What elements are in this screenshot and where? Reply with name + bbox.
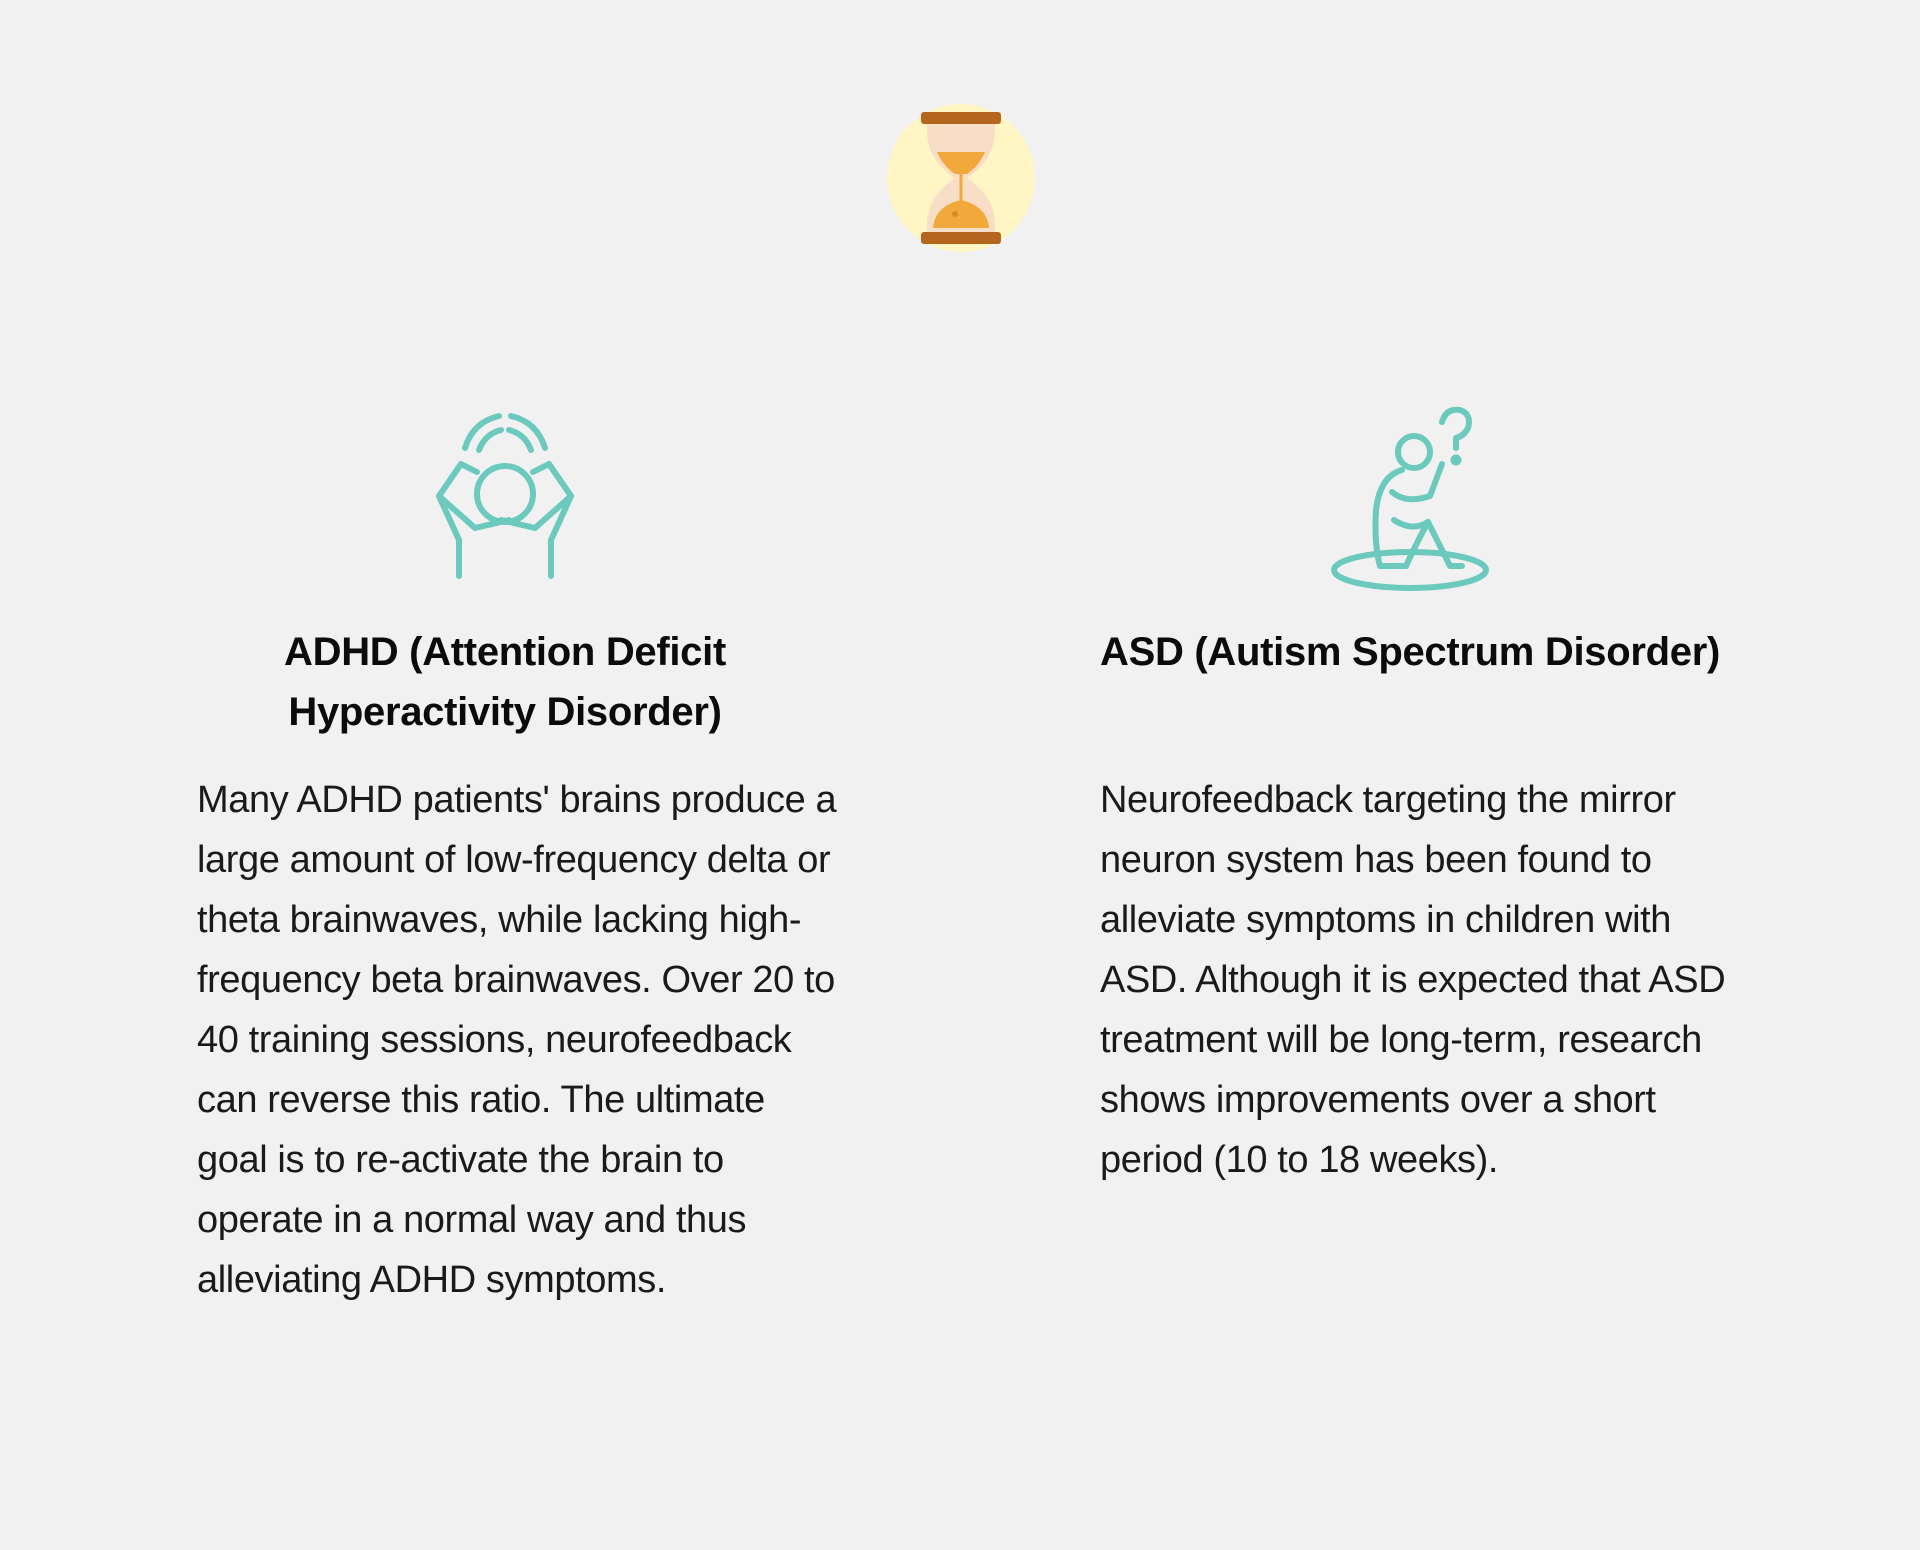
adhd-description: Many ADHD patients' brains produce a large amount of low-frequency delta or theta brainwaves, while lacking high-frequency beta brainwaves. Over 20 to 40 training sessions, neurofeedback can reverse this ratio. The ultimate goal is to re-activate the brain to operate in a normal way and thus alleviating ADHD symptoms. — [197, 779, 837, 1301]
asd-description: Neurofeedback targeting the mirror neuron system has been found to alleviate symptoms in children with ASD. Although it is expected that ASD treatment will be long-term, research shows improvements over a short period (10 to 18 weeks). — [1100, 779, 1726, 1181]
adhd-title: ADHD (Attention Deficit Hyperactivity Disorder) — [284, 630, 726, 734]
stressed-head-icon — [405, 400, 605, 600]
adhd-section — [155, 400, 855, 1301]
asd-title: ASD (Autism Spectrum Disorder) — [1100, 630, 1720, 674]
hourglass-icon — [883, 100, 1039, 256]
asd-section — [1060, 400, 1760, 1181]
confused-person-icon — [1310, 400, 1510, 600]
